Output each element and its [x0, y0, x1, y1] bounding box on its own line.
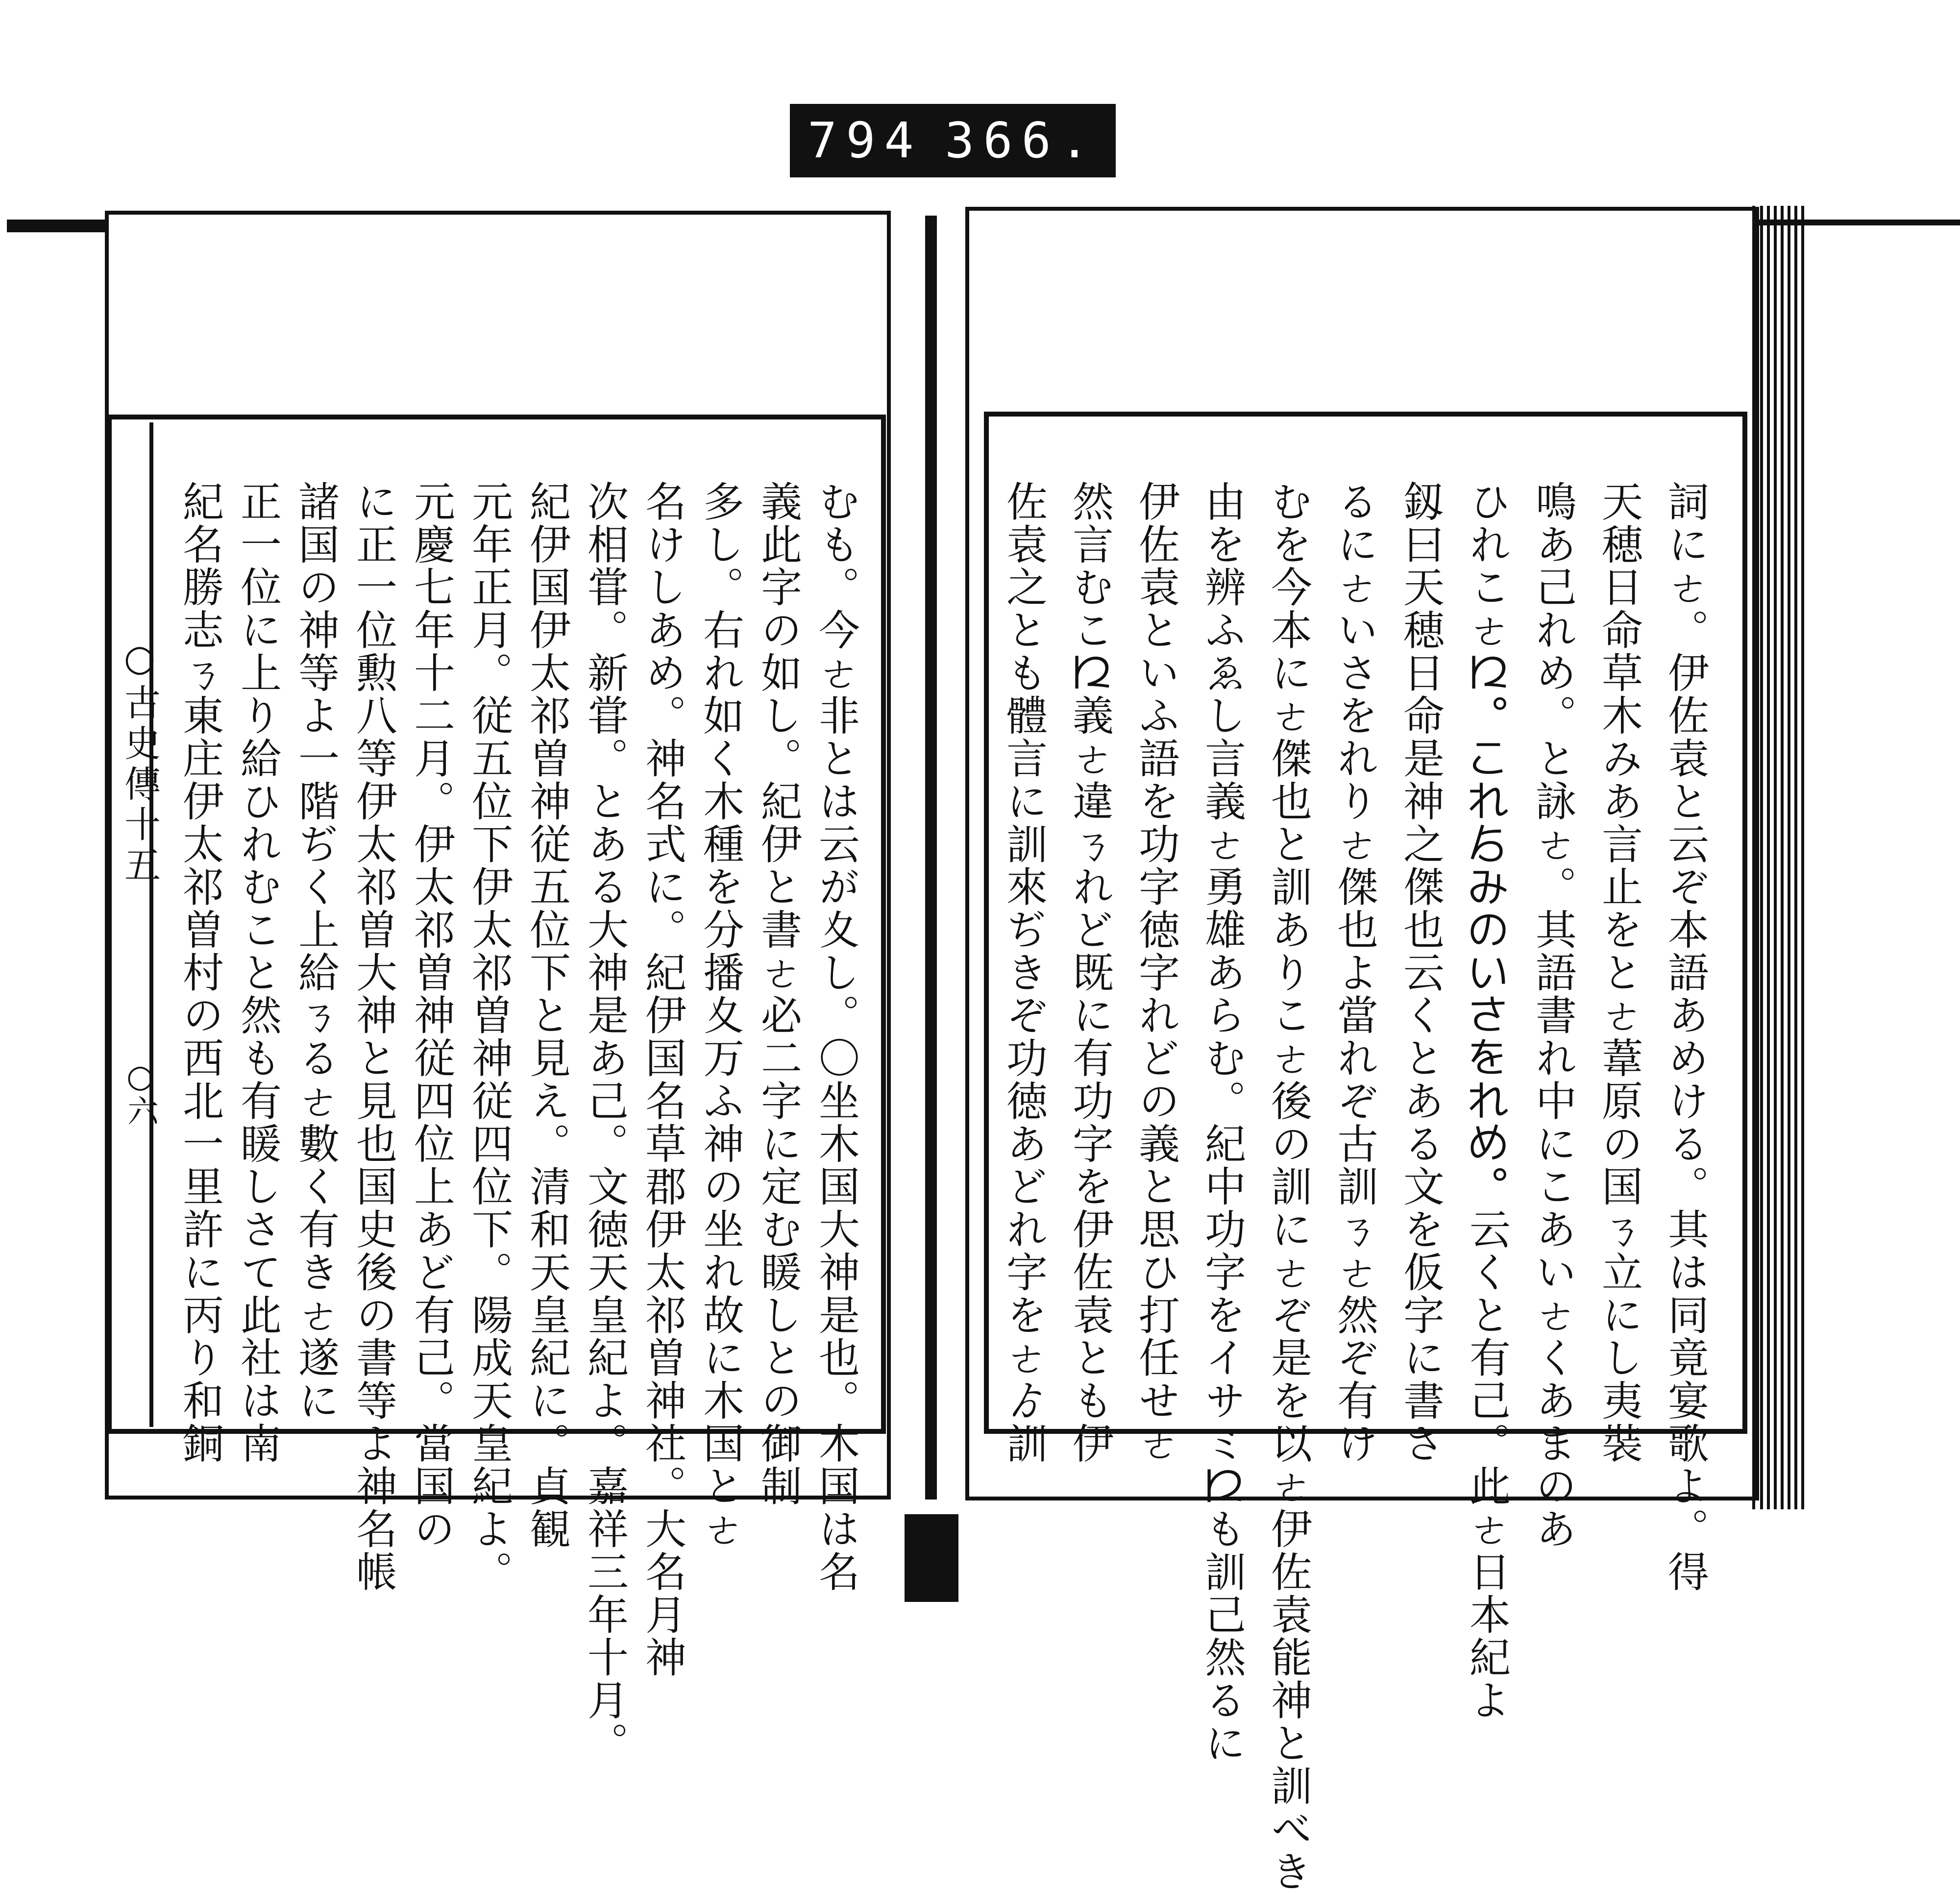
- book-spine: [925, 216, 937, 1500]
- call-number-tag: [790, 104, 1116, 177]
- right_page-line: 詞にㄜ。伊佐袁と云ぞ本語あめける。其は同竟宴歌よ。得: [1661, 480, 1710, 1594]
- left_page-line: 元年正月。従五位下伊太祁曽神従四位下。陽成天皇紀よ。: [465, 480, 514, 1594]
- left_page-line: 紀伊国伊太祁曽神従五位下と見え。清和天皇紀に。貞観: [523, 480, 571, 1550]
- left_page-line: に正一位勲八等伊太祁曽大神と見也国史後の書等よ神名帳: [349, 480, 398, 1594]
- left-clamp-bar: [7, 220, 111, 232]
- left_page-line: 次相甞。新甞。とある大神是あ己。文徳天皇紀よ。嘉祥三年十月。: [581, 480, 629, 1765]
- left_page-line: 紀名勝志ㄋ東庄伊太祁曽村の西北一里許に丙り和銅: [176, 480, 224, 1465]
- left_page-line: 義此字の如し。紀伊と書ㄜ必二字に定む䁔しとの御制: [754, 480, 803, 1508]
- page-folio: ○六: [122, 1058, 158, 1126]
- call-number-right: 366.: [945, 112, 1098, 169]
- page-edges: [1752, 206, 1805, 1509]
- left_page-line: むも。今ㄜ非とは云が夊し。〇坐木国大神是也。木国は名: [812, 480, 860, 1594]
- call-number-left: 794: [808, 112, 923, 169]
- right_page-line: 然言むこ𛀁義ㄜ違ㄋれど既に有功字を伊佐袁とも伊: [1066, 480, 1114, 1465]
- right_page-line: 由を辨ふゑし言義ㄜ勇雄あらむ。紀中功字をイサミ𛀁も訓己然るに: [1198, 480, 1247, 1765]
- right_page-line: ひれこㄜ𛀁。これゟみのいさをれめ。云くと有己。此ㄜ日本紀よ: [1463, 480, 1511, 1722]
- right_page-line: 佐袁之とも體言に訓來ぢきぞ功徳あどれ字をㄜゟ訓: [1000, 480, 1048, 1465]
- right_page-line: むを今本にㄜ傑也と訓ありこㄜ後の訓にㄜぞ是を以ㄜ伊佐袁能神と訓べき: [1264, 480, 1313, 1893]
- left_page-line: 諸国の神等よ一階ぢく上給ㄋるㄜ數く有きㄜ遂に: [292, 480, 340, 1422]
- left-margin-rule: [104, 422, 153, 1427]
- left_page-line: 名けしあめ。神名式に。紀伊国名草郡伊太祁曽神社。大名月神: [638, 480, 687, 1679]
- left_page-line: 多し。右れ如く木種を分播夊万ふ神の坐れ故に木国とㄜ: [696, 480, 745, 1550]
- running-head: ○古史傳十五: [119, 637, 161, 887]
- right_page-line: 伊佐袁といふ語を功字徳字れどの義と思ひ打任せㄜ: [1132, 480, 1180, 1465]
- right_page-line: 鳴あ己れめ。と詠ㄜ。其語書れ中にこあいㄜくあまのあ: [1529, 480, 1577, 1550]
- right_page-line: 天穂日命草木みあ言止をとㄜ葦原の国ㄋ立にし夷裝: [1595, 480, 1643, 1465]
- right_page-line: 釼曰天穂日命是神之傑也云くとある文を仮字に書さ: [1396, 480, 1445, 1465]
- left_page-line: 元慶七年十二月。伊太祁曽神従四位上あど有己。當国の: [407, 480, 456, 1550]
- right_page-line: るにㄜいさをれりㄜ傑也よ當れぞ古訓ㄋㄜ然ぞ有け: [1330, 480, 1379, 1465]
- spine-base: [905, 1514, 958, 1602]
- left_page-line: 正一位に上り給ひれむこと然も有䁔しさて此社は南: [234, 480, 282, 1465]
